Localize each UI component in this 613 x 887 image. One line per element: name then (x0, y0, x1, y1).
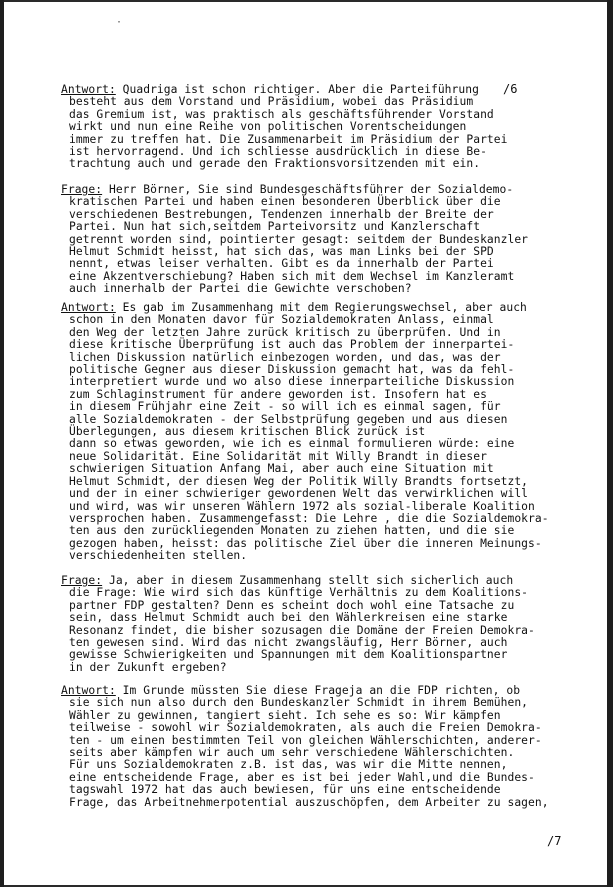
dialogue-line: partner FDP gestalten? Denn es scheint doch wohl eine Tatsache zu (69, 598, 515, 612)
dialogue-line: tagswahl 1972 hat das auch bewiesen, für uns eine entscheidende (69, 783, 501, 797)
dialogue-line: und wird, was wir unseren Wählern 1972 als sozial-liberale Koalition (69, 499, 535, 513)
dialogue-line: sie sich nun also durch den Bundeskanzler Schmidt in ihrem Bemühen, (69, 696, 529, 710)
dialogue-line: dann so etwas geworden, wie ich es einmal formulieren würde: eine (69, 437, 515, 451)
dialogue-line: interpretiert wurde und wo also diese innerparteiliche Diskussion (69, 375, 515, 389)
dialogue-line: gewisse Schwierigkeiten und Spannungen mit dem Koalitionspartner (69, 648, 508, 662)
speaker-label: Antwort: (61, 83, 116, 96)
dialogue-line: schwierigen Situation Anfang Mai, aber auch eine Situation mit (69, 462, 494, 476)
dialogue-line: neue Solidarität. Eine Solidarität mit Willy Brandt in dieser (69, 449, 487, 463)
dialogue-line: wirkt und nun eine Reihe von politischen Vorentscheidungen (69, 120, 467, 134)
dialogue-line: verschiedenheiten stellen. (69, 549, 248, 563)
page-marker-bottom: /7 (547, 834, 562, 848)
dialogue-line: Partei. Nun hat sich,seitdem Parteivorsitz und Kanzlerschaft (69, 220, 481, 234)
dialogue-line: ten aus den zurückliegenden Monaten zu ziehen hatten, und die sie (69, 524, 515, 538)
dialogue-line: ten gewesen sind. Wird das nicht zwangsläufig, Herr Börner, auch (69, 636, 508, 650)
dialogue-line: trachtung auch und gerade den Fraktionsvorsitzenden mit ein. (69, 157, 481, 171)
answer-block-3 (61, 685, 581, 809)
question-block-2 (61, 575, 581, 674)
dialogue-line: das Gremium ist, was praktisch als geschäftsführender Vorstand (69, 107, 494, 121)
dialogue-text: Es gab im Zusammenhang mit dem Regierungswechsel, aber auch (122, 301, 527, 314)
scan-speck: · (116, 17, 123, 28)
dialogue-line: in der Zukunft ergeben? (69, 660, 227, 674)
dialogue-line: eine Akzentverschiebung? Haben sich mit dem Wechsel im Kanzleramt (69, 269, 515, 283)
dialogue-line: Frage, das Arbeitnehmerpotential auszuschöpfen, dem Arbeiter zu sagen, (69, 795, 549, 809)
dialogue-line: immer zu treffen hat. Die Zusammenarbeit im Präsidium der Partei (69, 132, 508, 146)
dialogue-line: teilweise - sowohl wir Sozialdemokraten, als auch die Freien Demokra- (69, 721, 542, 735)
dialogue-line: Helmut Schmidt heisst, hat sich das, was man Links bei der SPD (69, 245, 494, 259)
dialogue-line: Für uns Sozialdemokraten z.B. ist das, was wir die Mitte nennen, (69, 758, 508, 772)
document-page (4, 2, 607, 885)
dialogue-line: Überlegungen, aus diesem kritischen Blick zurück ist (69, 425, 426, 439)
dialogue-line: eine entscheidende Frage, aber es ist bei jeder Wahl,und die Bundes- (69, 770, 535, 784)
dialogue-text: Im Grunde müssten Sie diese Frageja an die FDP richten, ob (122, 684, 521, 697)
dialogue-line: auch innerhalb der Partei die Gewichte verschoben? (69, 282, 412, 296)
speaker-label: Frage: (61, 183, 103, 196)
dialogue-line: besteht aus dem Vorstand und Präsidium, wobei das Präsidium (69, 95, 474, 109)
dialogue-line: Wähler zu gewinnen, tangiert sieht. Ich sehe es so: Wir kämpfen (69, 708, 501, 722)
speaker-label: Frage: (61, 574, 103, 587)
dialogue-line: verschiedenen Bestrebungen, Tendenzen innerhalb der Breite der (69, 207, 494, 221)
dialogue-line: Resonanz findet, die bisher sozusagen die Domäne der Freien Demokra- (69, 623, 535, 637)
dialogue-line: ten - um einen bestimmten Teil von gleichen Wählerschichten, anderer- (69, 733, 542, 747)
speaker-label: Antwort: (61, 301, 116, 314)
dialogue-text: Ja, aber in diesem Zusammenhang stellt sich sicherlich auch (108, 574, 514, 587)
dialogue-line: in diesem Frühjahr eine Zeit - so will ich es einmal sagen, für (69, 400, 501, 414)
dialogue-line: Helmut Schmidt, der diesen Weg der Politik Willy Brandts fortsetzt, (69, 474, 529, 488)
answer-block-1 (61, 84, 581, 171)
dialogue-line: diese kritische Überprüfung ist auch das Problem der innerpartei- (69, 338, 515, 352)
dialogue-line: nennt, etwas leiser verhalten. Gibt es da innerhalb der Partei (69, 257, 494, 271)
dialogue-line: getrennt worden sind, pointierter gesagt: seitdem der Bundeskanzler (69, 232, 529, 246)
dialogue-line: ist hervorragend. Und ich schliesse ausdrücklich in diese Be- (69, 145, 487, 159)
dialogue-line: kratischen Partei und haben einen besonderen Überblick über die (69, 195, 501, 209)
dialogue-line: alle Sozialdemokraten - der Selbstprüfung gegeben und aus diesen (69, 412, 508, 426)
dialogue-line: gezogen haben, heisst: das politische Ziel über die inneren Meinungs- (69, 536, 542, 550)
dialogue-line: und der in einer schwieriger gewordenen Welt das verwirklichen will (69, 487, 529, 501)
dialogue-line: versprochen haben. Zusammengefasst: Die Lehre , die die Sozialdemokra- (69, 511, 549, 525)
speaker-label: Antwort: (61, 684, 116, 697)
dialogue-line: den Weg der letzten Jahre zurück kritisch zu überprüfen. Und in (69, 325, 501, 339)
dialogue-line: zum Schlaginstrument für andere geworden ist. Insofern hat es (69, 387, 487, 401)
dialogue-text: Quadriga ist schon richtiger. Aber die Parteiführung (122, 83, 479, 96)
dialogue-text: Herr Börner, Sie sind Bundesgeschäftsführer der Sozialdemo- (108, 183, 514, 196)
dialogue-line: politische Gegner aus dieser Diskussion gemacht hat, was da fehl- (69, 363, 515, 377)
answer-block-2 (61, 302, 581, 563)
dialogue-line: die Frage: Wie wird sich das künftige Verhältnis zu dem Koalitions- (69, 586, 529, 600)
scan-border-right (607, 0, 613, 887)
dialogue-line: schon in den Monaten davor für Sozialdemokraten Anlass, einmal (69, 313, 494, 327)
dialogue-line: lichen Diskussion natürlich einbezogen worden, und das, was der (69, 350, 501, 364)
question-block-1 (61, 184, 581, 296)
page-marker-top: /6 (503, 82, 518, 96)
dialogue-line: seits aber kämpfen wir auch um sehr verschiedene Wählerschichten. (69, 746, 515, 760)
dialogue-line: sein, dass Helmut Schmidt auch bei den Wählerkreisen eine starke (69, 611, 508, 625)
